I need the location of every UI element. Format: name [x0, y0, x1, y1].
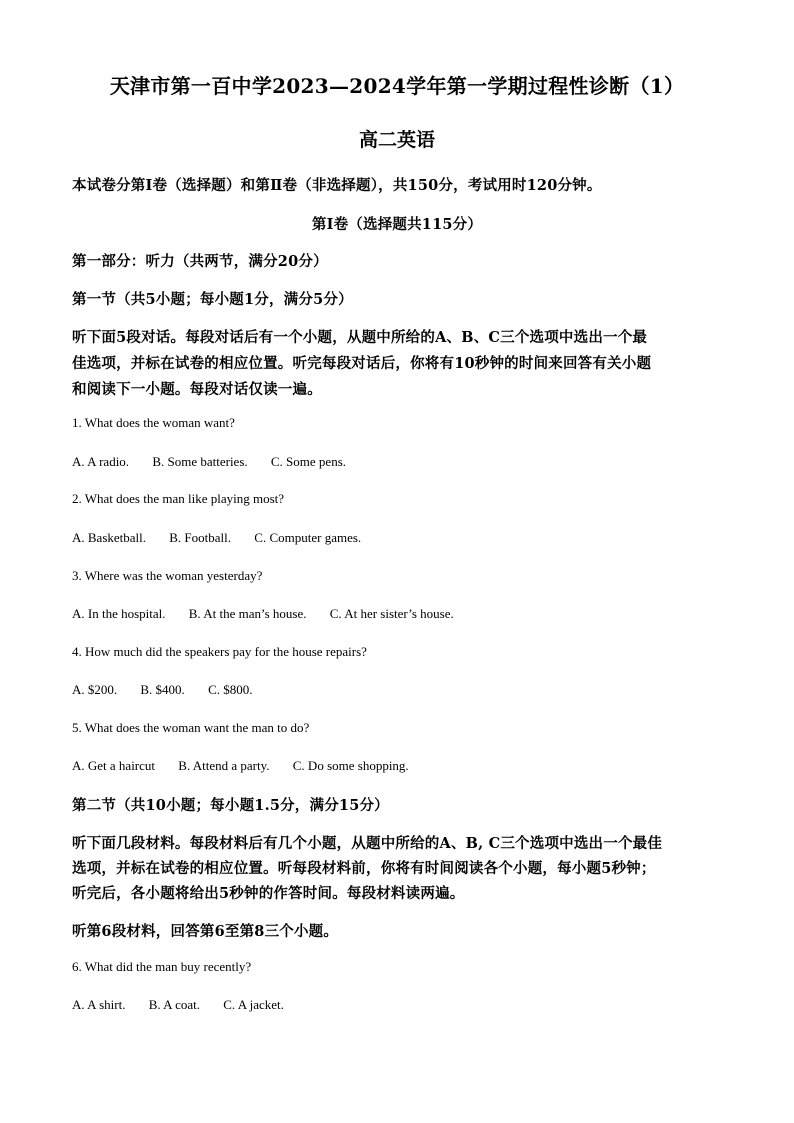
exam-subtitle: 高二英语 [358, 129, 435, 151]
question-5-option-c[interactable]: C. Do some shopping. [292, 758, 409, 773]
material6-title: 听第6段材料，回答第6至第8三个小题。 [72, 923, 339, 940]
section1-instruction-line: 佳选项，并标在试卷的相应位置。听完每段对话后，你将有10秒钟的时间来回答有关小题 [72, 355, 652, 372]
question-1-option-b[interactable]: B. Some batteries. [152, 454, 248, 469]
question-1-option-a[interactable]: A. A radio. [72, 454, 130, 469]
question-1-stem: 1. What does the woman want? [72, 415, 235, 430]
question-5-option-b[interactable]: B. Attend a party. [178, 758, 270, 773]
question-6-stem: 6. What did the man buy recently? [72, 959, 252, 974]
section1-instruction-line: 听下面5段对话。每段对话后有一个小题，从题中所给的A、B、C三个选项中选出一个最 [72, 329, 648, 346]
section2-instruction-line: 选项，并标在试卷的相应位置。听每段材料前，你将有时间阅读各个小题，每小题5秒钟； [72, 860, 656, 877]
question-6-option-c[interactable]: C. A jacket. [223, 997, 284, 1012]
section2-instruction-line: 听完后，各小题将给出5秒钟的作答时间。每段材料读两遍。 [72, 885, 465, 902]
section1-instruction-line: 和阅读下一小题。每段对话仅读一遍。 [72, 381, 322, 398]
question-2-options [72, 530, 361, 546]
question-3-option-a[interactable]: A. In the hospital. [72, 606, 166, 621]
question-3-option-c[interactable]: C. At her sister’s house. [329, 606, 454, 621]
question-4-option-c[interactable]: C. $800. [208, 682, 253, 697]
question-3-options [72, 606, 454, 622]
question-4-option-b[interactable]: B. $400. [140, 682, 185, 697]
section1-title: 第一节（共5小题；每小题1分，满分5分） [72, 291, 353, 308]
question-2-option-c[interactable]: C. Computer games. [254, 530, 362, 545]
question-4-option-a[interactable]: A. $200. [72, 682, 118, 697]
question-6-option-b[interactable]: B. A coat. [148, 997, 200, 1012]
question-5-option-a[interactable]: A. Get a haircut [72, 758, 156, 773]
volume-title: 第Ⅰ卷（选择题共115分） [311, 216, 483, 233]
question-3-option-b[interactable]: B. At the man’s house. [188, 606, 307, 621]
part1-title: 第一部分：听力（共两节，满分20分） [72, 253, 328, 270]
section2-instruction-line: 听下面几段材料。每段材料后有几个小题，从题中所给的A、B, C三个选项中选出一个最佳 [72, 835, 663, 852]
exam-intro: 本试卷分第Ⅰ卷（选择题）和第Ⅱ卷（非选择题），共150分，考试用时120分钟。 [72, 177, 602, 194]
section2-title: 第二节（共10小题；每小题1.5分，满分15分） [72, 797, 389, 814]
question-4-options [72, 682, 252, 698]
question-2-stem: 2. What does the man like playing most? [72, 491, 285, 506]
exam-title: 天津市第一百中学2023—2024学年第一学期过程性诊断（1） [109, 74, 685, 98]
question-2-option-b[interactable]: B. Football. [169, 530, 232, 545]
question-3-stem: 3. Where was the woman yesterday? [72, 568, 263, 583]
question-1-option-c[interactable]: C. Some pens. [270, 454, 347, 469]
question-1-options [72, 454, 346, 470]
question-6-options [72, 997, 284, 1013]
question-2-option-a[interactable]: A. Basketball. [72, 530, 147, 545]
question-5-options [72, 758, 409, 774]
question-4-stem: 4. How much did the speakers pay for the house repairs? [72, 644, 367, 659]
question-6-option-a[interactable]: A. A shirt. [72, 997, 126, 1012]
question-5-stem: 5. What does the woman want the man to do? [72, 720, 310, 735]
